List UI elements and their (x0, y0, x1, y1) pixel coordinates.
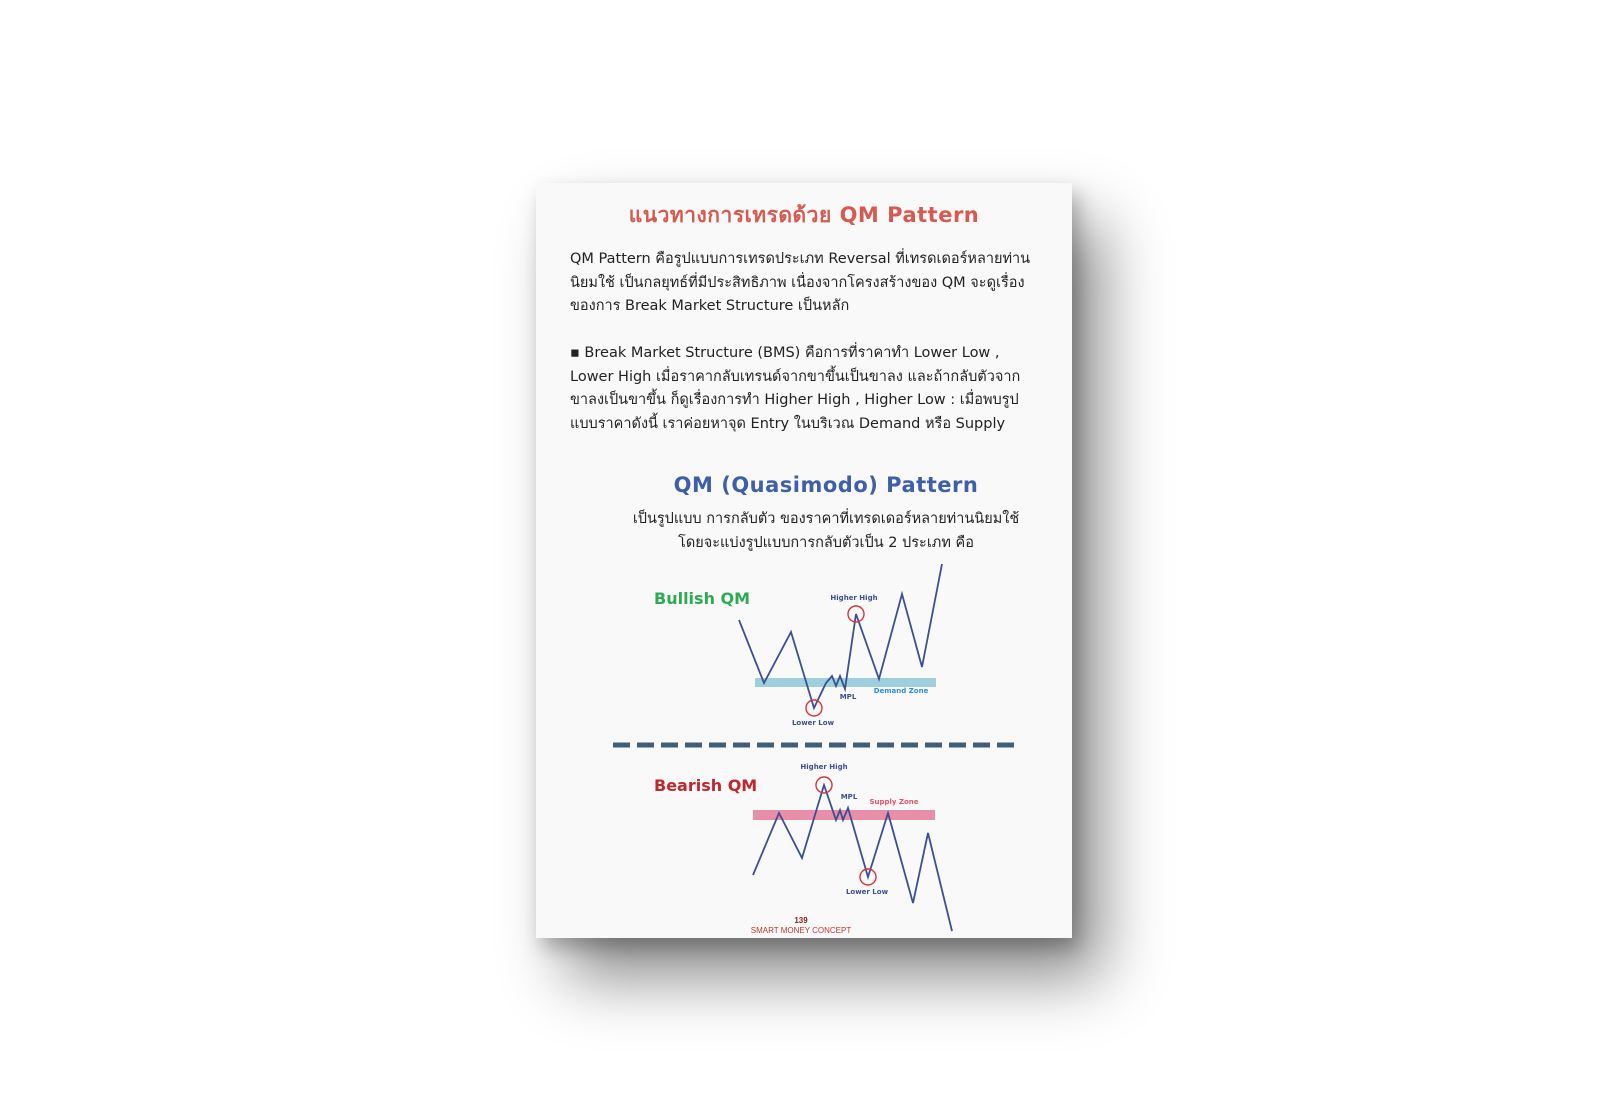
page-footer (736, 916, 866, 936)
page-number: 139 (794, 916, 808, 925)
section-description-line-1: เป็นรูปแบบ การกลับตัว ของราคาที่เทรดเดอร์หลายท่านนิยมใช้ (632, 511, 1020, 527)
section-description-line-2: โดยจะแบ่งรูปแบบการกลับตัวเป็น 2 ประเภท คือ (678, 535, 974, 551)
intro-paragraph: QM Pattern คือรูปแบบการเทรดประเภท Reversal ที่เทรดเดอร์หลายท่านนิยมใช้ เป็นกลยุทธ์ที่มีประสิทธิภาพ เนื่องจากโครงสร้างของ QM จะดูเรื่องของการ Break Market Structure เป็นหลัก (570, 251, 1031, 314)
higher-high-label: Higher High (800, 763, 848, 771)
bearish-price-line (753, 785, 952, 931)
bms-paragraph: ▪ Break Market Structure (BMS) คือการที่ราคาทำ Lower Low , Lower High เมื่อราคากลับเทรนด์จากขาขึ้นเป็นขาลง และถ้ากลับตัวจากขาลงเป็นขาขึ้น ก็ดูเรื่องการทำ Higher High , Higher Low : เมื่อพบรูปแบบราคาดังนี้ เราค่อยหาจุด Entry ในบริเวณ Demand หรือ Supply (570, 345, 1021, 432)
bearish-qm-diagram (654, 763, 952, 931)
bullish-qm-label: Bullish QM (654, 589, 751, 608)
lower-low-label: Lower Low (791, 719, 835, 727)
mpl-label: MPL (840, 793, 858, 801)
document-page (536, 183, 1072, 938)
page-title: แนวทางการเทรดด้วย QM Pattern (628, 203, 980, 227)
mpl-label: MPL (839, 693, 857, 701)
supply-zone-label: Supply Zone (869, 798, 919, 806)
lower-low-label: Lower Low (845, 888, 889, 896)
bullish-qm-diagram (654, 564, 942, 727)
higher-high-label: Higher High (830, 594, 878, 602)
section-title: QM (Quasimodo) Pattern (673, 473, 979, 497)
bearish-qm-label: Bearish QM (654, 776, 758, 795)
qm-diagrams (536, 183, 1072, 938)
demand-zone-label: Demand Zone (873, 687, 929, 695)
book-title: SMART MONEY CONCEPT (750, 926, 852, 935)
